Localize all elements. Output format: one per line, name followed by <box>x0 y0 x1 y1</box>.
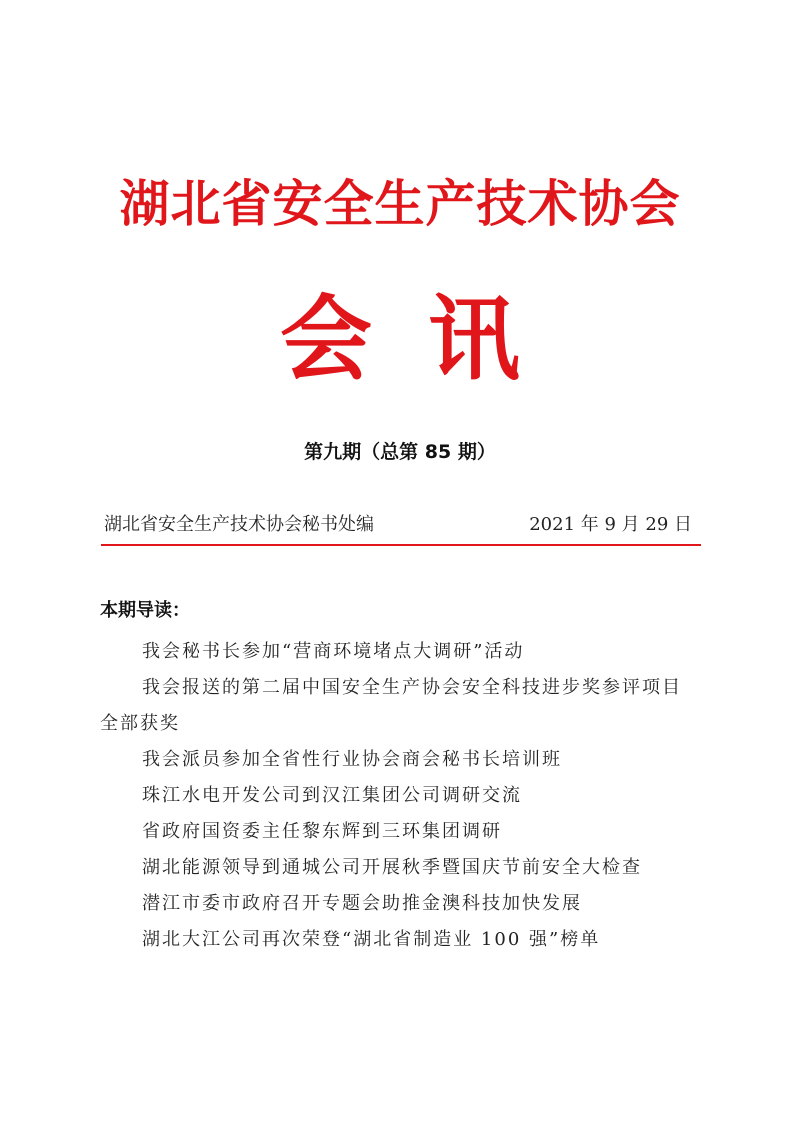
masthead <box>0 285 800 395</box>
toc-item[interactable]: 湖北大江公司再次荣登“湖北省制造业 100 强”榜单 <box>142 929 601 950</box>
toc-list <box>100 634 700 958</box>
toc-item[interactable]: 我会派员参加全省性行业协会商会秘书长培训班 <box>142 749 562 770</box>
toc-item[interactable]: 湖北能源领导到通城公司开展秋季暨国庆节前安全大检查 <box>142 857 642 878</box>
toc-item[interactable]: 珠江水电开发公司到汉江集团公司调研交流 <box>142 785 522 806</box>
issue-number: 第九期（总第 85 期） <box>304 441 496 463</box>
organization-title: 湖北省安全生产技术协会 <box>119 174 681 233</box>
toc-heading: 本期导读： <box>100 600 190 621</box>
toc-item[interactable]: 我会报送的第二届中国安全生产协会安全科技进步奖参评项目全部获奖 <box>100 677 682 734</box>
red-divider <box>101 544 701 546</box>
masthead-char-hui: 会 <box>279 286 372 393</box>
toc-item[interactable]: 潜江市委市政府召开专题会助推金澳科技加快发展 <box>142 893 582 914</box>
masthead-char-xun: 讯 <box>428 286 521 393</box>
toc-item[interactable]: 省政府国资委主任黎东辉到三环集团调研 <box>142 821 502 842</box>
issue-date: 2021 年 9 月 29 日 <box>529 514 692 535</box>
toc-item[interactable]: 我会秘书长参加“营商环境堵点大调研”活动 <box>142 641 525 662</box>
editor-line: 湖北省安全生产技术协会秘书处编 <box>104 514 374 535</box>
